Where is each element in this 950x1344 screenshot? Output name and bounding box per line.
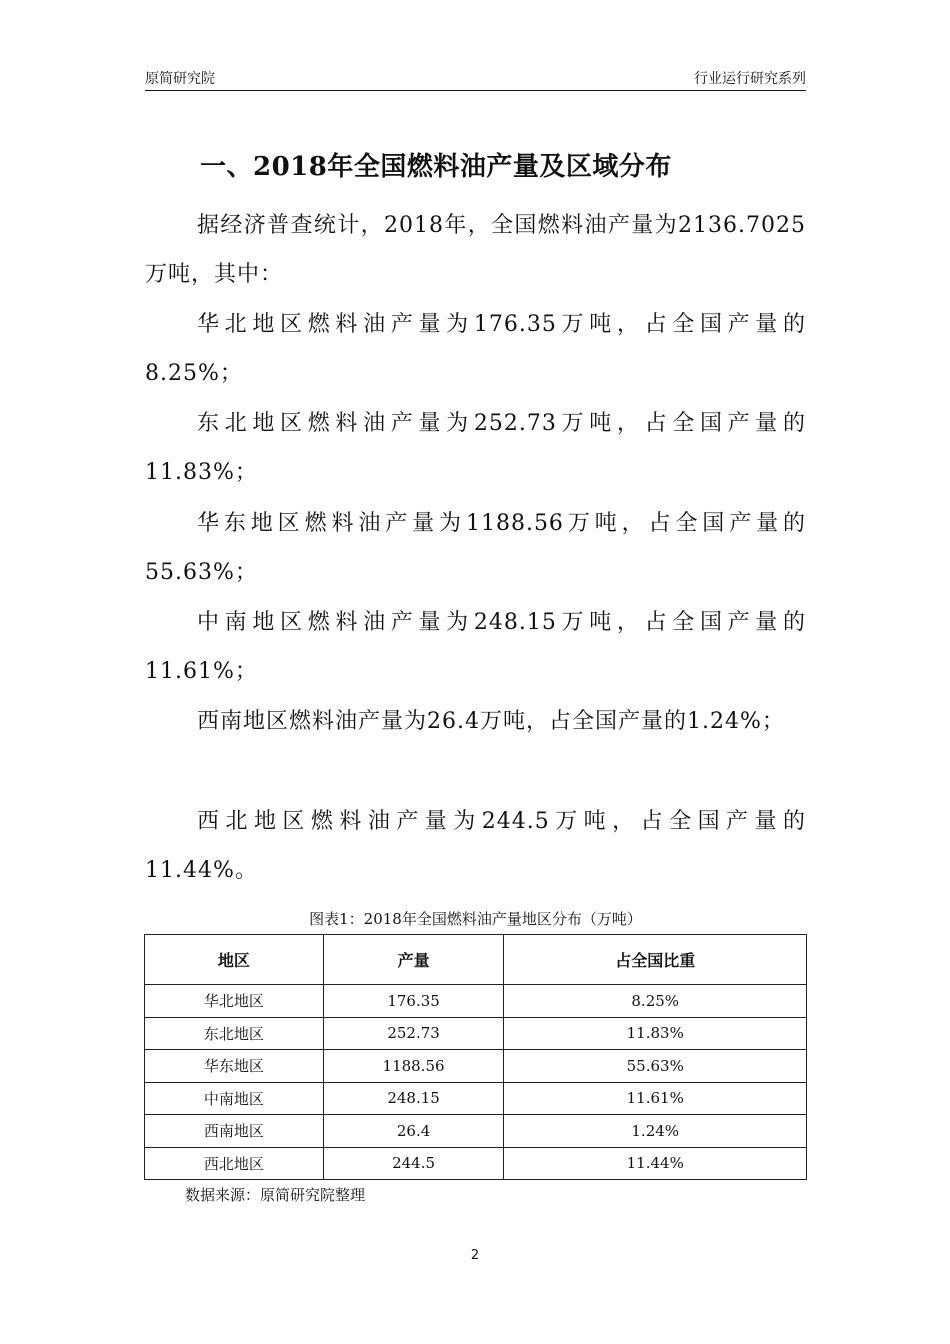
table-row <box>145 1017 807 1050</box>
cell-share: 8.25% <box>504 985 807 1018</box>
table-header-row <box>145 935 807 985</box>
cell-region: 西南地区 <box>145 1115 324 1148</box>
paragraph-zhongnan: 中南地区燃料油产量为248.15万吨，占全国产量的11.61%； <box>145 610 806 684</box>
paragraph-dongbei: 东北地区燃料油产量为252.73万吨，占全国产量的11.83%； <box>145 411 806 485</box>
table-row <box>145 1082 807 1115</box>
paragraph-intro: 据经济普查统计，2018年，全国燃料油产量为2136.7025万吨，其中： <box>145 213 806 287</box>
page-number: 2 <box>470 1248 480 1263</box>
cell-region: 东北地区 <box>145 1017 324 1050</box>
cell-region: 华东地区 <box>145 1050 324 1083</box>
cell-output: 248.15 <box>323 1082 504 1115</box>
cell-output: 244.5 <box>323 1147 504 1180</box>
cell-region: 中南地区 <box>145 1082 324 1115</box>
paragraph-xibei: 西北地区燃料油产量为244.5万吨，占全国产量的11.44%。 <box>145 809 806 883</box>
cell-share: 11.61% <box>504 1082 807 1115</box>
cell-output: 176.35 <box>323 985 504 1018</box>
table-row <box>145 985 807 1018</box>
cell-region: 西北地区 <box>145 1147 324 1180</box>
table-source: 数据来源：原简研究院整理 <box>185 1186 366 1204</box>
header-region: 地区 <box>145 935 324 985</box>
cell-output: 252.73 <box>323 1017 504 1050</box>
cell-share: 1.24% <box>504 1115 807 1148</box>
section-title: 一、2018年全国燃料油产量及区域分布 <box>200 152 672 182</box>
production-table <box>144 934 807 1180</box>
cell-region: 华北地区 <box>145 985 324 1018</box>
table-row <box>145 1147 807 1180</box>
table-caption: 图表1：2018年全国燃料油产量地区分布（万吨） <box>309 910 642 928</box>
header-output: 产量 <box>323 935 504 985</box>
header-share: 占全国比重 <box>504 935 807 985</box>
header-organization: 原简研究院 <box>145 71 215 87</box>
header-series: 行业运行研究系列 <box>694 71 806 87</box>
paragraph-xinan: 西南地区燃料油产量为26.4万吨，占全国产量的1.24%； <box>197 709 785 734</box>
cell-share: 55.63% <box>504 1050 807 1083</box>
page-header <box>145 66 806 91</box>
paragraph-huadong: 华东地区燃料油产量为1188.56万吨，占全国产量的55.63%； <box>145 511 806 585</box>
table-row <box>145 1115 807 1148</box>
table-row <box>145 1050 807 1083</box>
cell-share: 11.83% <box>504 1017 807 1050</box>
cell-output: 1188.56 <box>323 1050 504 1083</box>
cell-share: 11.44% <box>504 1147 807 1180</box>
paragraph-huabei: 华北地区燃料油产量为176.35万吨，占全国产量的8.25%； <box>145 312 806 386</box>
cell-output: 26.4 <box>323 1115 504 1148</box>
